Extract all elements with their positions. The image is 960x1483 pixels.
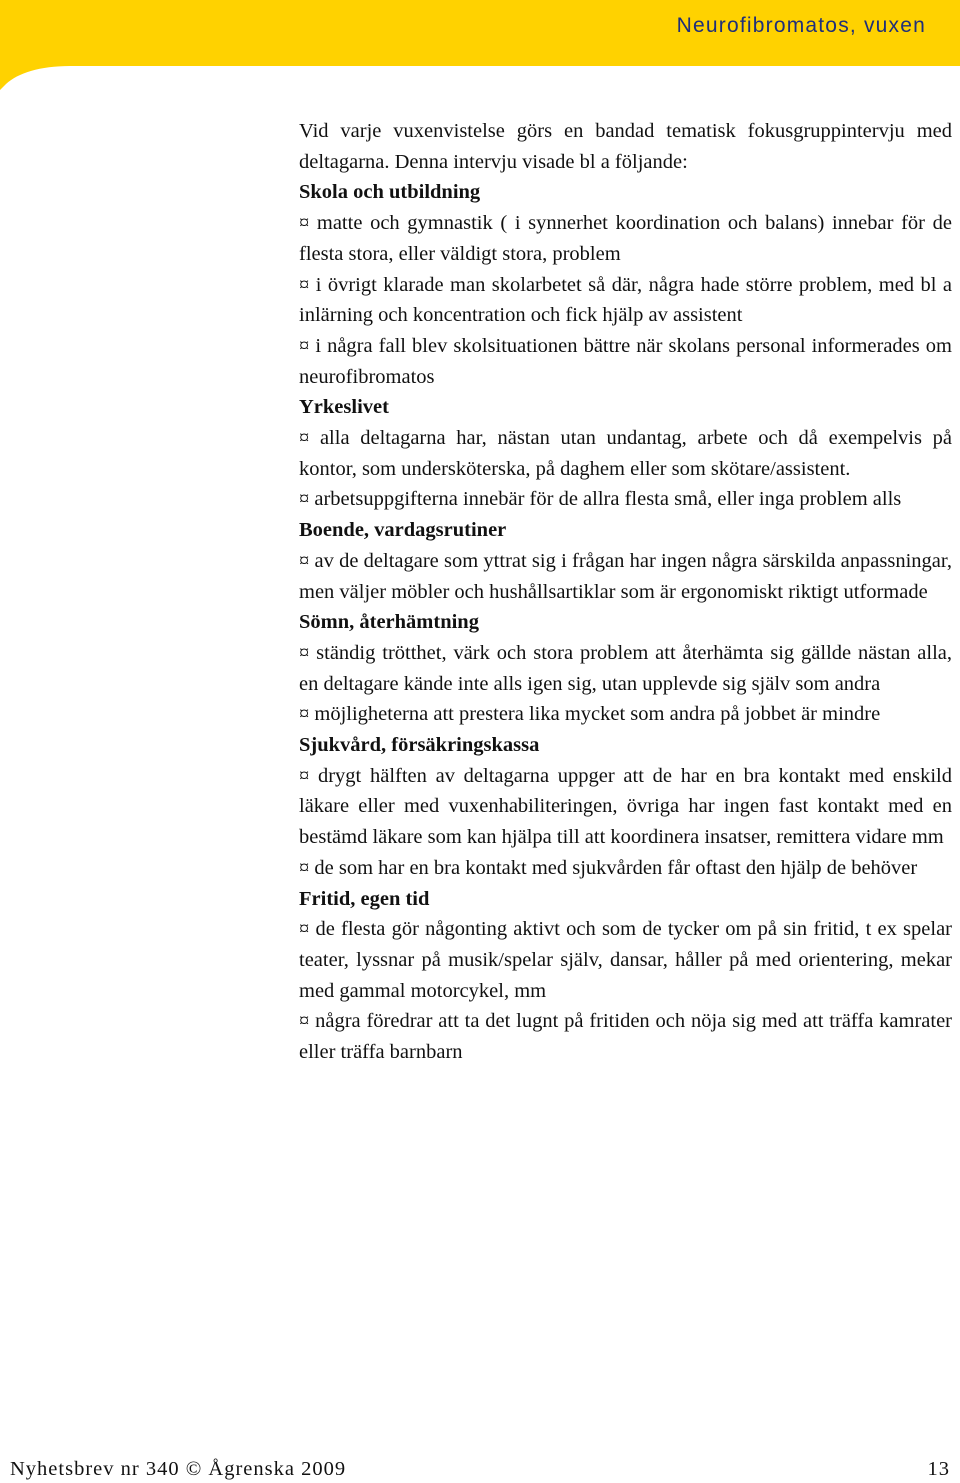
header-band bbox=[0, 0, 960, 90]
bullet-item: ¤ alla deltagarna har, nästan utan undantag, arbete och då exempelvis på kontor, som undersköterska, på daghem eller som skötare/assistent. bbox=[299, 423, 952, 484]
intro-paragraph: Vid varje vuxenvistelse görs en bandad tematisk fokusgruppintervju med deltagarna. Denna intervju visade bl a följande: bbox=[299, 120, 952, 173]
bullet-item: ¤ i övrigt klarade man skolarbetet så där, några hade större problem, med bl a inlärning och koncentration och fick hjälp av assistent bbox=[299, 270, 952, 331]
bullet-item: ¤ drygt hälften av deltagarna uppger att de har en bra kontakt med enskild läkare eller med vuxenhabiliteringen, övriga har ingen fast kontakt med en bestämd läkare som kan hjälpa till att koordinera insatser, remittera vidare mm bbox=[299, 761, 952, 853]
section-heading: Yrkeslivet bbox=[299, 396, 389, 419]
bullet-item: ¤ några föredrar att ta det lugnt på fritiden och nöja sig med att träffa kamrater eller träffa barnbarn bbox=[299, 1006, 952, 1067]
bullet-item: ¤ av de deltagare som yttrat sig i frågan har ingen några särskilda anpassningar, men väljer möbler och hushållsartiklar som är ergonomiskt riktigt utformade bbox=[299, 546, 952, 607]
section-heading: Boende, vardagsrutiner bbox=[299, 519, 507, 542]
bullet-item: ¤ arbetsuppgifterna innebär för de allra flesta små, eller inga problem alls bbox=[299, 484, 952, 515]
bullet-item: ¤ matte och gymnastik ( i synnerhet koordination och balans) innebar för de flesta stora, eller väldigt stora, problem bbox=[299, 208, 952, 269]
bullet-item: ¤ de som har en bra kontakt med sjukvården får oftast den hjälp de behöver bbox=[299, 853, 952, 884]
bullet-item: ¤ möjligheterna att prestera lika mycket som andra på jobbet är mindre bbox=[299, 699, 952, 730]
header-title: Neurofibromatos, vuxen bbox=[676, 14, 926, 37]
bullet-item: ¤ ständig trötthet, värk och stora problem att återhämta sig gällde nästan alla, en deltagare kände inte alls igen sig, utan upplevde sig själv som andra bbox=[299, 638, 952, 699]
section-heading: Sömn, återhämtning bbox=[299, 611, 479, 634]
bullet-item: ¤ de flesta gör någonting aktivt och som de tycker om på sin fritid, t ex spelar teater, lyssnar på musik/spelar själv, dansar, håller på med orientering, mekar med gammal motorcykel, mm bbox=[299, 914, 952, 1006]
section-heading: Fritid, egen tid bbox=[299, 887, 430, 910]
bullet-item: ¤ i några fall blev skolsituationen bättre när skolans personal informerades om neurofibromatos bbox=[299, 331, 952, 392]
section-heading: Sjukvård, försäkringskassa bbox=[299, 734, 540, 757]
footer-publication: Nyhetsbrev nr 340 © Ågrenska 2009 bbox=[10, 1458, 347, 1480]
page-number: 13 bbox=[927, 1458, 950, 1480]
article-body bbox=[299, 116, 952, 1068]
section-heading: Skola och utbildning bbox=[299, 181, 481, 204]
